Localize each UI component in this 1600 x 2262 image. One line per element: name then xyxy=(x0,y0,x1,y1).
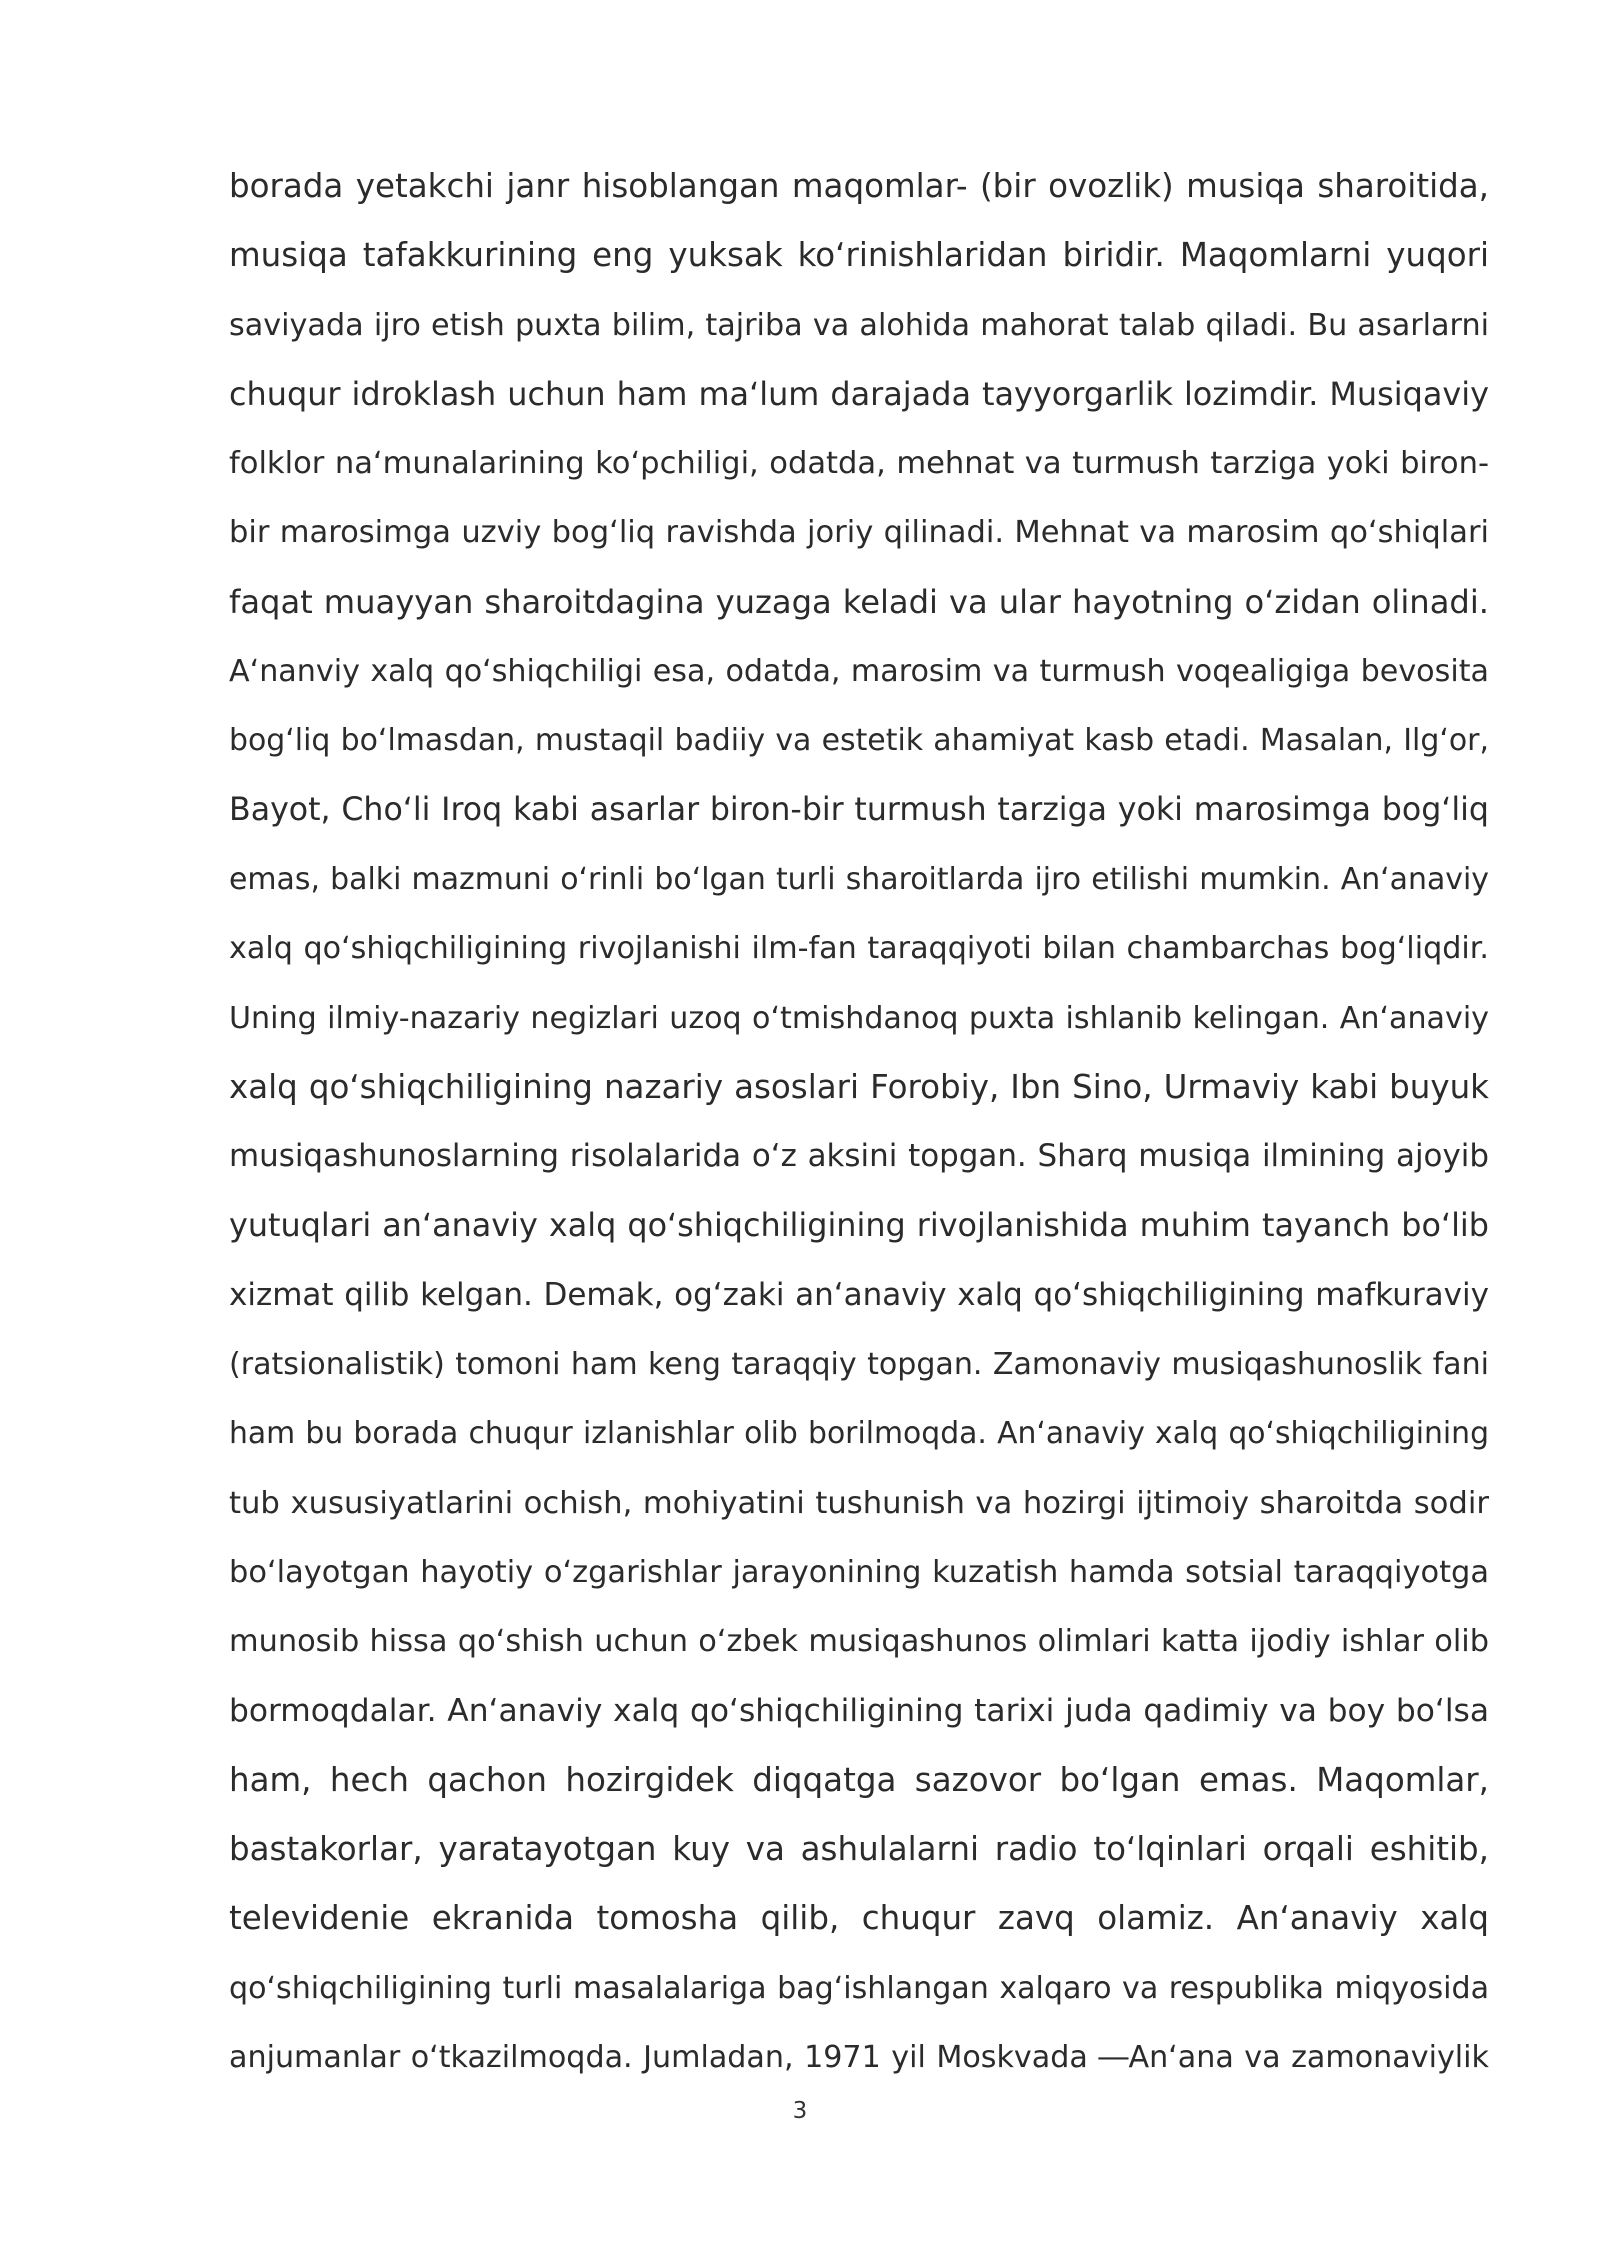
text-line: borada yetakchi janr hisoblangan maqomlar- (bir ovozlik) musiqa sharoitida, xyxy=(229,167,1489,205)
text-line: Uning ilmiy-nazariy negizlari uzoq o‘tmishdanoq puxta ishlanib kelingan. An‘anaviy xyxy=(229,1000,1489,1036)
text-line: (ratsionalistik) tomoni ham keng taraqqiy topgan. Zamonaviy musiqashunoslik fani xyxy=(229,1347,1489,1383)
text-line: bormoqdalar. An‘anaviy xalq qo‘shiqchiligining tarixi juda qadimiy va boy bo‘lsa xyxy=(229,1692,1489,1729)
text-line: chuqur idroklash uchun ham ma‘lum darajada tayyorgarlik lozimdir. Musiqaviy xyxy=(229,374,1489,413)
text-line: emas, balki mazmuni o‘rinli bo‘lgan turli sharoitlarda ijro etilishi mumkin. An‘anaviy xyxy=(229,861,1489,897)
text-line: xalq qo‘shiqchiligining rivojlanishi ilm-fan taraqqiyoti bilan chambarchas bog‘liqdir. xyxy=(229,931,1489,967)
text-line: folklor na‘munalarining ko‘pchiligi, odatda, mehnat va turmush tarziga yoki biron- xyxy=(229,446,1489,482)
page-number: 3 xyxy=(792,2098,808,2124)
text-line: tub xususiyatlarini ochish, mohiyatini tushunish va hozirgi ijtimoiy sharoitda sodir xyxy=(229,1485,1489,1521)
text-line: saviyada ijro etish puxta bilim, tajriba va alohida mahorat talab qiladi. Bu asarlarni xyxy=(229,307,1489,343)
text-line: musiqa tafakkurining eng yuksak ko‘rinishlaridan biridir. Maqomlarni yuqori xyxy=(229,236,1489,275)
text-line: bo‘layotgan hayotiy o‘zgarishlar jarayonining kuzatish hamda sotsial taraqqiyotga xyxy=(229,1554,1489,1590)
text-line: qo‘shiqchiligining turli masalalariga bag‘ishlangan xalqaro va respublika miqyosida xyxy=(229,1970,1489,2006)
text-line: ham, hech qachon hozirgidek diqqatga sazovor bo‘lgan emas. Maqomlar, xyxy=(229,1760,1489,1799)
text-line: televidenie ekranida tomosha qilib, chuqur zavq olamiz. An‘anaviy xalq xyxy=(229,1899,1489,1938)
text-line: ham bu borada chuqur izlanishlar olib borilmoqda. An‘anaviy xalq qo‘shiqchiligining xyxy=(229,1416,1489,1452)
text-line: xizmat qilib kelgan. Demak, og‘zaki an‘anaviy xalq qo‘shiqchiligining mafkuraviy xyxy=(229,1276,1489,1313)
text-line: bastakorlar, yaratayotgan kuy va ashulalarni radio to‘lqinlari orqali eshitib, xyxy=(229,1830,1489,1869)
text-line: anjumanlar o‘tkazilmoqda. Jumladan, 1971 yil Moskvada ―An‘ana va zamonaviylik xyxy=(229,2040,1489,2076)
text-line: yutuqlari an‘anaviy xalq qo‘shiqchiligining rivojlanishida muhim tayanch bo‘lib xyxy=(229,1206,1489,1245)
text-line: bir marosimga uzviy bog‘liq ravishda joriy qilinadi. Mehnat va marosim qo‘shiqlari xyxy=(229,515,1489,551)
text-line: xalq qo‘shiqchiligining nazariy asoslari Forobiy, Ibn Sino, Urmaviy kabi buyuk xyxy=(229,1067,1489,1106)
text-line: munosib hissa qo‘shish uchun o‘zbek musiqashunos olimlari katta ijodiy ishlar olib xyxy=(229,1624,1489,1660)
text-line: faqat muayyan sharoitdagina yuzaga keladi va ular hayotning o‘zidan olinadi. xyxy=(229,582,1489,621)
text-line: Bayot, Cho‘li Iroq kabi asarlar biron-bir turmush tarziga yoki marosimga bog‘liq xyxy=(229,791,1489,828)
text-line: musiqashunoslarning risolalarida o‘z aksini topgan. Sharq musiqa ilmining ajoyib xyxy=(229,1138,1489,1175)
text-line: A‘nanviy xalq qo‘shiqchiligi esa, odatda, marosim va turmush voqealigiga bevosita xyxy=(229,654,1489,690)
body-text xyxy=(229,152,1489,2092)
text-line: bog‘liq bo‘lmasdan, mustaqil badiiy va estetik ahamiyat kasb etadi. Masalan, Ilg‘or, xyxy=(229,723,1489,759)
